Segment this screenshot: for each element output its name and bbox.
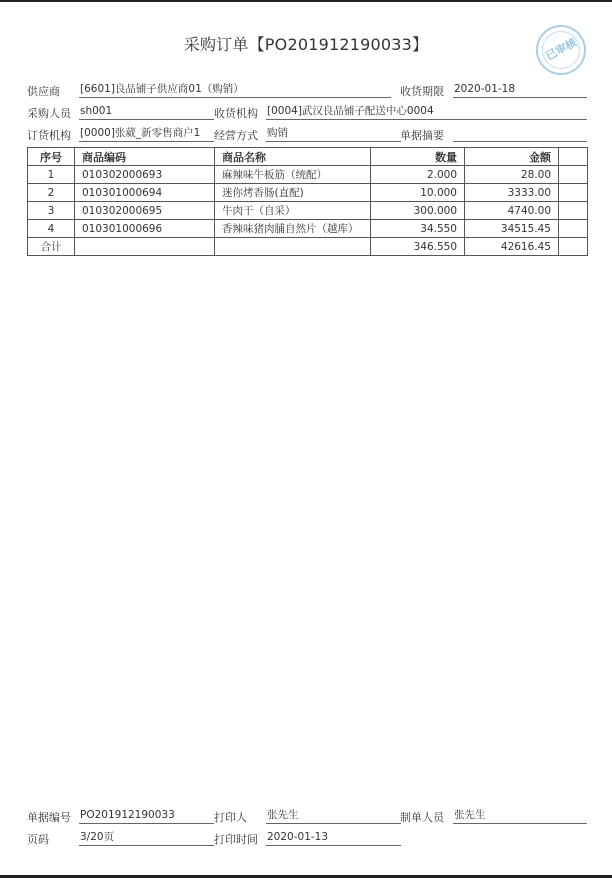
cell-extra (559, 202, 588, 220)
summary-label: 单据摘要 (400, 129, 444, 142)
cell-code: 010302000695 (75, 202, 215, 220)
cell-amount: 3333.00 (465, 184, 559, 202)
col-header-no: 序号 (28, 148, 75, 166)
receiving-org-label: 收货机构 (214, 107, 258, 120)
cell-extra (559, 166, 588, 184)
cell-qty: 2.000 (371, 166, 465, 184)
supplier-value: [6601]良品铺子供应商01（购销） (79, 82, 391, 98)
doc-no-label: 单据编号 (27, 811, 71, 824)
cell-code: 010301000694 (75, 184, 215, 202)
cell-extra (559, 184, 588, 202)
receive-deadline-value: 2020-01-18 (453, 82, 587, 98)
cell-amount: 34515.45 (465, 220, 559, 238)
cell-no: 1 (28, 166, 75, 184)
business-mode-label: 经营方式 (214, 129, 258, 142)
col-header-code: 商品编码 (75, 148, 215, 166)
buyer-label: 采购人员 (27, 107, 71, 120)
print-time-value: 2020-01-13 (266, 830, 401, 846)
document-title: 采购订单【PO201912190033】 (183, 35, 429, 54)
cell-qty: 10.000 (371, 184, 465, 202)
total-name (215, 238, 371, 256)
col-header-extra (559, 148, 588, 166)
cell-amount: 4740.00 (465, 202, 559, 220)
receiving-org-value: [0004]武汉良品铺子配送中心0004 (266, 104, 587, 120)
cell-name: 香辣味猪肉脯自然片（越库） (215, 220, 371, 238)
cell-name: 迷你烤香肠(直配) (215, 184, 371, 202)
creator-label: 制单人员 (400, 811, 444, 824)
cell-no: 4 (28, 220, 75, 238)
cell-name: 麻辣味牛板筋（统配） (215, 166, 371, 184)
table-row (28, 202, 588, 220)
table-row (28, 184, 588, 202)
printer-label: 打印人 (214, 811, 247, 824)
supplier-label: 供应商 (27, 85, 60, 98)
doc-no-value: PO201912190033 (79, 808, 214, 824)
total-code (75, 238, 215, 256)
buyer-value: sh001 (79, 104, 214, 120)
total-amount: 42616.45 (465, 238, 559, 256)
printer-value: 张先生 (266, 808, 401, 824)
page-value: 3/20页 (79, 830, 214, 846)
cell-no: 3 (28, 202, 75, 220)
business-mode-value: 购销 (266, 126, 401, 142)
order-lines-table (27, 147, 588, 256)
table-header-row (28, 148, 588, 166)
creator-value: 张先生 (453, 808, 587, 824)
cell-qty: 300.000 (371, 202, 465, 220)
bottom-border-rule (0, 875, 612, 878)
col-header-qty: 数量 (371, 148, 465, 166)
summary-value (453, 126, 587, 142)
cell-qty: 34.550 (371, 220, 465, 238)
receive-deadline-label: 收货期限 (400, 85, 444, 98)
table-row (28, 166, 588, 184)
cell-extra (559, 220, 588, 238)
ordering-org-value: [0000]张葳_新零售商户1 (79, 126, 214, 142)
cell-code: 010301000696 (75, 220, 215, 238)
total-label: 合计 (28, 238, 75, 256)
col-header-name: 商品名称 (215, 148, 371, 166)
page-label: 页码 (27, 833, 49, 846)
approved-stamp-text: 已审核 (543, 35, 579, 63)
table-row (28, 220, 588, 238)
approved-stamp (536, 25, 586, 75)
cell-code: 010302000693 (75, 166, 215, 184)
col-header-amount: 金额 (465, 148, 559, 166)
table-total-row (28, 238, 588, 256)
cell-no: 2 (28, 184, 75, 202)
cell-amount: 28.00 (465, 166, 559, 184)
ordering-org-label: 订货机构 (27, 129, 71, 142)
cell-name: 牛肉干（自采） (215, 202, 371, 220)
total-extra (559, 238, 588, 256)
total-qty: 346.550 (371, 238, 465, 256)
print-time-label: 打印时间 (214, 833, 258, 846)
top-border-rule (0, 0, 612, 2)
